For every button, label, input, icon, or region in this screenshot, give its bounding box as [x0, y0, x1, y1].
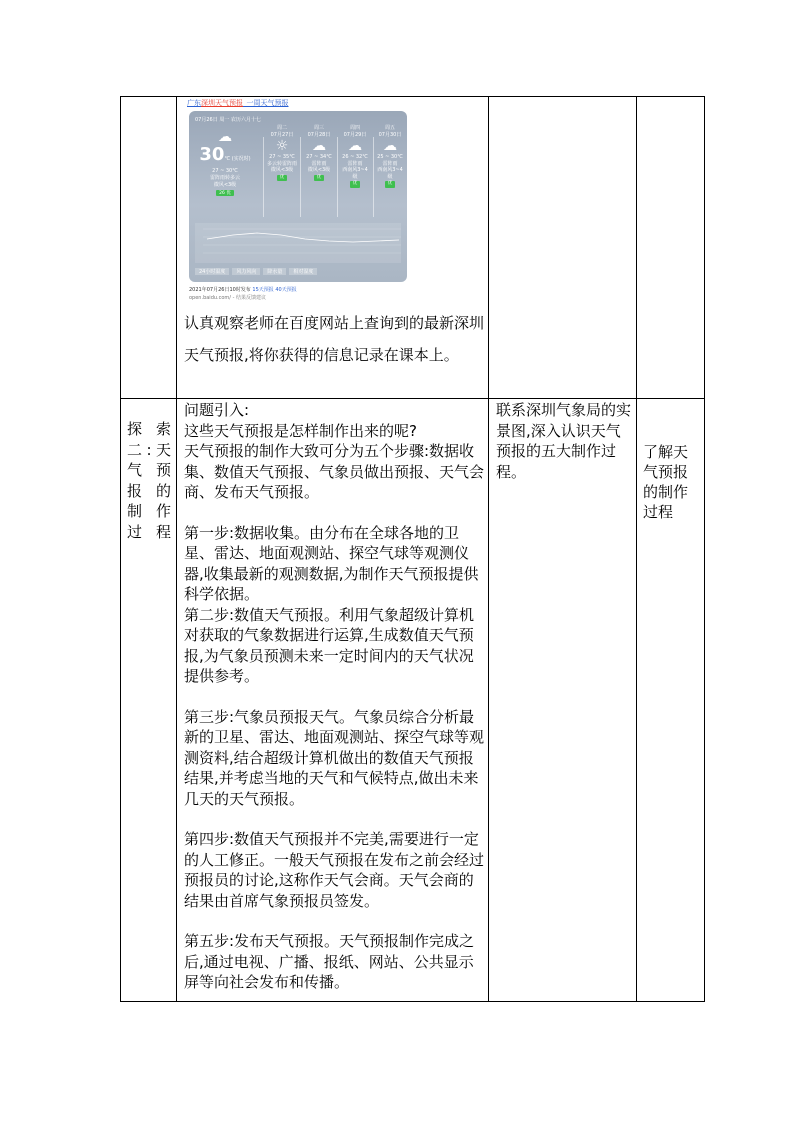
thunderstorm-icon: ☁	[312, 138, 326, 154]
instruction-text: 认真观察老师在百度网站上查询到的最新深圳天气预报,将你获得的信息记录在课本上。	[184, 314, 485, 364]
weather-widget	[189, 111, 407, 282]
step-1: 第一步:数据收集。由分布在全球各地的卫星、雷达、地面观测站、探空气球等观测仪器,收集最新的观测数据,为制作天气预报提供科学依据。	[184, 523, 479, 603]
intro-title: 问题引入:	[184, 401, 250, 419]
column-divider	[488, 97, 489, 1001]
activity-text: 联系深圳气象局的实景图,深入认识天气预报的五大制作过程。	[496, 401, 632, 481]
row-divider	[121, 398, 704, 399]
weather-source: open.baidu.com/ - 结果反馈建议	[189, 295, 266, 301]
current-temp: 30	[199, 144, 225, 165]
column-divider	[176, 97, 177, 1001]
current-weather: ☁ 30℃ (实况时) 27 ~ 30℃ 雷阵雨转多云 微风<3级 26 优	[195, 129, 255, 196]
40-day-forecast-link[interactable]: 40天预报	[275, 287, 297, 293]
tab-temperature[interactable]: 24小时温度	[195, 268, 229, 275]
forecast-day: 周三 07月28日 ☁ 27 ~ 34℃ 雷阵雨 微风<3级 优	[304, 125, 334, 181]
forecast-day: 周四 07月29日 ☁ 26 ~ 32℃ 雷阵雨 西南风3~4级 优	[340, 125, 370, 188]
column-divider	[636, 97, 637, 1001]
intro-body: 天气预报的制作大致可分为五个步骤:数据收集、数值天气预报、气象员做出预报、天气会商、发布天气预报。	[184, 442, 485, 501]
chart-tabs	[195, 268, 320, 275]
tab-precipitation[interactable]: 降水量	[263, 268, 286, 275]
tab-humidity[interactable]: 相对湿度	[289, 268, 317, 275]
step-3: 第三步:气象员预报天气。气象员综合分析最新的卫星、雷达、地面观测站、探空气球等观测资料,结合超级计算机做出的数值天气预报结果,并考虑当地的天气和气候特点,做出未来几天的天气预报。	[184, 707, 485, 808]
aqi-badge: 26 优	[216, 190, 234, 196]
purpose-text: 了解天气预报的制作过程	[643, 443, 689, 521]
thunderstorm-icon: ☁	[383, 138, 397, 154]
weather-link[interactable]: 广东深圳天气预报_一周天气预报	[187, 99, 289, 107]
partly-cloudy-icon: ☼	[275, 138, 289, 154]
lesson-table	[120, 96, 705, 1002]
tab-wind[interactable]: 风力风向	[232, 268, 260, 275]
main-content	[184, 400, 484, 993]
15-day-forecast-link[interactable]: 15天预报	[252, 287, 274, 293]
section-label: 探索二:天气预报的制作过程	[127, 420, 171, 541]
thunderstorm-icon: ☁	[348, 138, 362, 154]
step-2: 第二步:数值天气预报。利用气象超级计算机对获取的气象数据进行运算,生成数值天气预报,为气象员预测未来一定时间内的天气状况提供参考。	[184, 605, 475, 685]
weather-footer: 2021年07月26日10时发布 15天预报 40天预报	[189, 287, 297, 293]
intro-question: 这些天气预报是怎样制作出来的呢?	[184, 421, 417, 440]
forecast-day: 周二 07月27日 ☼ 27 ~ 35℃ 多云转雷阵雨 微风<3级 优	[267, 125, 298, 180]
weather-date: 07月26日 周一 农历六月十七	[195, 117, 261, 123]
step-4: 第四步:数值天气预报并不完美,需要进行一定的人工修正。一般天气预报在发布之前会经过预报员的讨论,这称作天气会商。天气会商的结果由首席气象预报员签发。	[184, 830, 485, 910]
step-5: 第五步:发布天气预报。天气预报制作完成之后,通过电视、广播、报纸、网站、公共显示屏等向社会发布和传播。	[184, 932, 475, 991]
forecast-day: 周五 07月30日 ☁ 25 ~ 30℃ 雷阵雨 西南风3~4级 优	[375, 125, 405, 188]
temperature-line-chart	[195, 223, 401, 263]
cloud-icon: ☁	[218, 129, 232, 145]
